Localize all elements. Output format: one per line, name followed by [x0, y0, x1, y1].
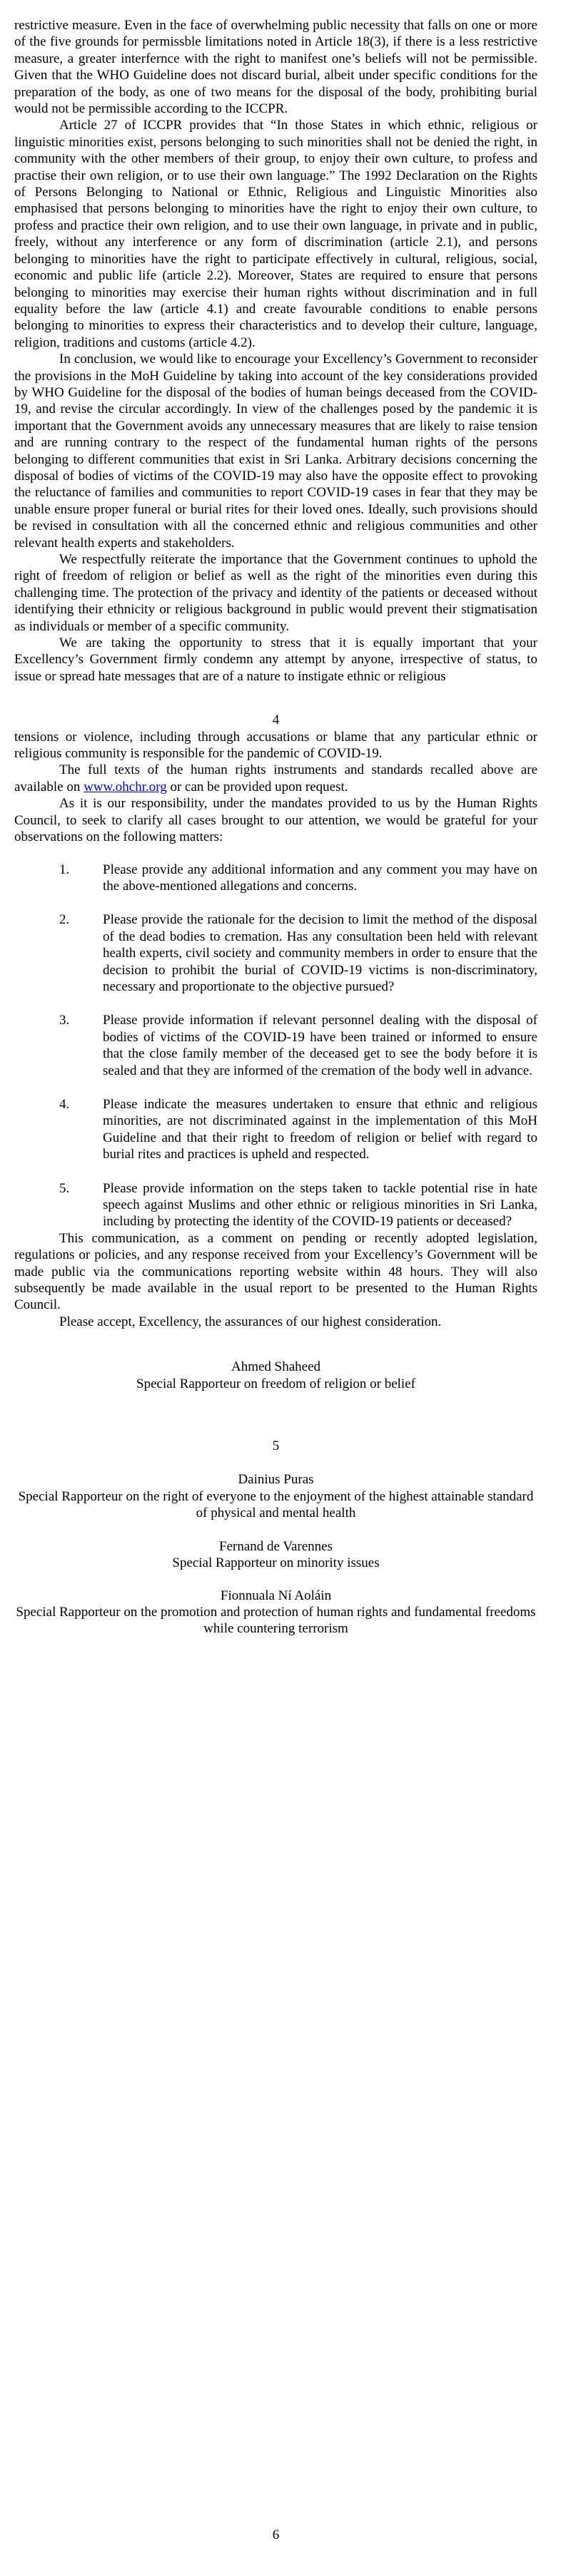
- signatory-title: Special Rapporteur on freedom of religion or belief: [136, 1376, 415, 1391]
- question-text: Please provide information if relevant personnel dealing with the disposal of bodies of victims of the COVID-19 have been trained or informed to ensure that the close family member of the deceased get to see the body before it is sealed and that they are informed of the cremation of the body well in advance.: [103, 1013, 537, 1078]
- question-item-4: [14, 1096, 537, 1163]
- question-text: Please provide information on the steps taken to tackle potential rise in hate speech against Muslims and other ethnic or religious minorities in Sri Lanka, including by protecting the identity of the COVID-19 patients or deceased?: [103, 1180, 537, 1230]
- full-texts-after-link: or can be provided upon request.: [166, 779, 348, 794]
- question-text: Please provide any additional information and any comment you may have on the above-mentioned allegations and concerns.: [103, 862, 537, 894]
- question-text: Please indicate the measures undertaken to ensure that ethnic and religious minorities, are not discriminated against in the implementation of this MoH Guideline and that their right to freedom of religion or belief with regard to burial rites and practices is upheld and respected.: [103, 1096, 537, 1162]
- signatory-name: Ahmed Shaheed: [231, 1359, 321, 1375]
- signature-fionnuala-ni-aolain: [14, 1588, 537, 1637]
- paragraph-responsibility: As it is our responsibility, under the mandates provided to us by the Human Rights Council, to seek to clarify all cases brought to our attention, we would be grateful for your observations on the following matters:: [14, 796, 537, 845]
- signatory-name: Fernand de Varennes: [219, 1538, 333, 1554]
- paragraph-reiterate-importance: We respectfully reiterate the importance that the Government continues to uphold the right of freedom of religion or belief as well as the right of the minorities even during this challenging time. The protection of the privacy and identity of the patients or deceased without identifying their ethnicity or religious background in public would prevent their stigmatisation as individuals or member of a specific community.: [14, 552, 537, 634]
- signature-dainius-puras: [14, 1471, 537, 1521]
- paragraph-tensions-violence: tensions or violence, including through accusations or blame that any particular ethnic or religious community is responsible for the pandemic of COVID-19.: [14, 729, 537, 762]
- page-number-5: 5: [272, 1438, 280, 1454]
- page-number-6: 6: [272, 2528, 280, 2542]
- questions-list: [14, 862, 537, 1230]
- paragraph-full-texts: [14, 762, 537, 795]
- paragraph-article-27: Article 27 of ICCPR provides that “In those States in which ethnic, religious or linguistic minorities exist, persons belonging to such minorities shall not be denied the right, in community with the other members of their group, to enjoy their own culture, to profess and practise their own religion, or to use their own language.” The 1992 Declaration on the Rights of Persons Belonging to National or Ethnic, Religious and Linguistic Minorities also emphasised that persons belonging to minorities have the right to enjoy their own culture, to profess and practice their own religion, and to use their own language, in private and in public, freely, without any interference or any form of discrimination (article 2.1), and persons belonging to minorities have the right to participate effectively in cultural, religious, social, economic and public life (article 2.2). Moreover, States are required to ensure that persons belonging to minorities may exercise their human rights without discrimination and in full equality before the law (article 4.1) and create favourable conditions to enable persons belonging to minorities to express their characteristics and to develop their culture, language, religion, traditions and customs (article 4.2).: [14, 118, 537, 350]
- question-number: 5.: [59, 1180, 70, 1196]
- signatory-title: Special Rapporteur on the right of everyone to the enjoyment of the highest attainable standard of physical and mental health: [18, 1488, 534, 1521]
- question-number: 1.: [59, 862, 70, 877]
- question-item-2: [14, 911, 537, 995]
- ohchr-link[interactable]: www.ohchr.org: [84, 779, 167, 794]
- question-item-5: [14, 1180, 537, 1230]
- signature-ahmed-shaheed: [14, 1359, 537, 1392]
- question-number: 3.: [59, 1013, 70, 1028]
- question-text: Please provide the rationale for the decision to limit the method of the disposal of the dead bodies to cremation. Has any consultation been held with relevant health experts, civil society and community members in order to ensure that the decision to prohibit the burial of COVID-19 victims is non-discriminatory, necessary and proportionate to the objective pursued?: [103, 912, 537, 994]
- signature-fernand-de-varennes: [14, 1538, 537, 1572]
- full-texts-before-link: The full texts of the human rights instruments and standards recalled above are available on: [14, 762, 537, 794]
- signatory-name: Fionnuala Ní Aoláin: [220, 1588, 332, 1603]
- question-number: 2.: [59, 912, 70, 928]
- paragraph-taking-opportunity: We are taking the opportunity to stress that it is equally important that your Excellency’s Government firmly condemn any attempt by anyone, irrespective of status, to issue or spread hate messages that are of a nature to instigate ethnic or religious: [14, 635, 537, 684]
- question-number: 4.: [59, 1096, 70, 1112]
- valediction-line: Please accept, Excellency, the assurances of our highest consideration.: [59, 1314, 442, 1329]
- signatory-title: Special Rapporteur on the promotion and protection of human rights and fundamental freedoms while countering terrorism: [16, 1604, 536, 1637]
- paragraph-restrictive-measure: restrictive measure. Even in the face of overwhelming public necessity that falls on one or more of the five grounds for permissble limitations noted in Article 18(3), if there is a less restrictive measure, a greater interfernce with the right to manifest one’s beliefs will not be permissible. Given that the WHO Guideline does not discard burial, albeit under specific conditions for the preparation of the body, as one of two means for the disposal of the body, prohibiting burial would not be permissible according to the ICCPR.: [14, 18, 537, 117]
- signatory-name: Dainius Puras: [238, 1472, 314, 1488]
- paragraph-communication-public: This communication, as a comment on pending or recently adopted legislation, regulations or policies, and any response received from your Excellency’s Government will be made public via the communications reporting website within 48 hours. They will also subsequently be made available in the usual report to be presented to the Human Rights Council.: [14, 1230, 537, 1313]
- question-item-1: [14, 862, 537, 895]
- page-number-4: 4: [272, 712, 280, 728]
- paragraph-in-conclusion: In conclusion, we would like to encourage your Excellency’s Government to reconsider the provisions in the MoH Guideline by taking into account of the key considerations provided by WHO Guideline for the disposal of the bodies of human beings deceased from the COVID-19, and revise the circular accordingly. In view of the challenges posed by the pandemic it is important that the Government avoids any unnecessary measures that are likely to raise tension and are running contrary to the respect of the fundamental human rights of the persons belonging to different communities that exist in Sri Lanka. Arbitrary decisions concerning the disposal of bodies of victims of the COVID-19 may also have the opposite effect to provoking the reluctance of families and communities to report COVID-19 cases in fear that they may be unable ensure proper funeral or burial rites for their loved ones. Ideally, such provisions should be revised in consultation with all the concerned ethnic and religious communities and other relevant health experts and stakeholders.: [14, 352, 537, 551]
- question-item-3: [14, 1012, 537, 1079]
- signatory-title: Special Rapporteur on minority issues: [172, 1555, 380, 1571]
